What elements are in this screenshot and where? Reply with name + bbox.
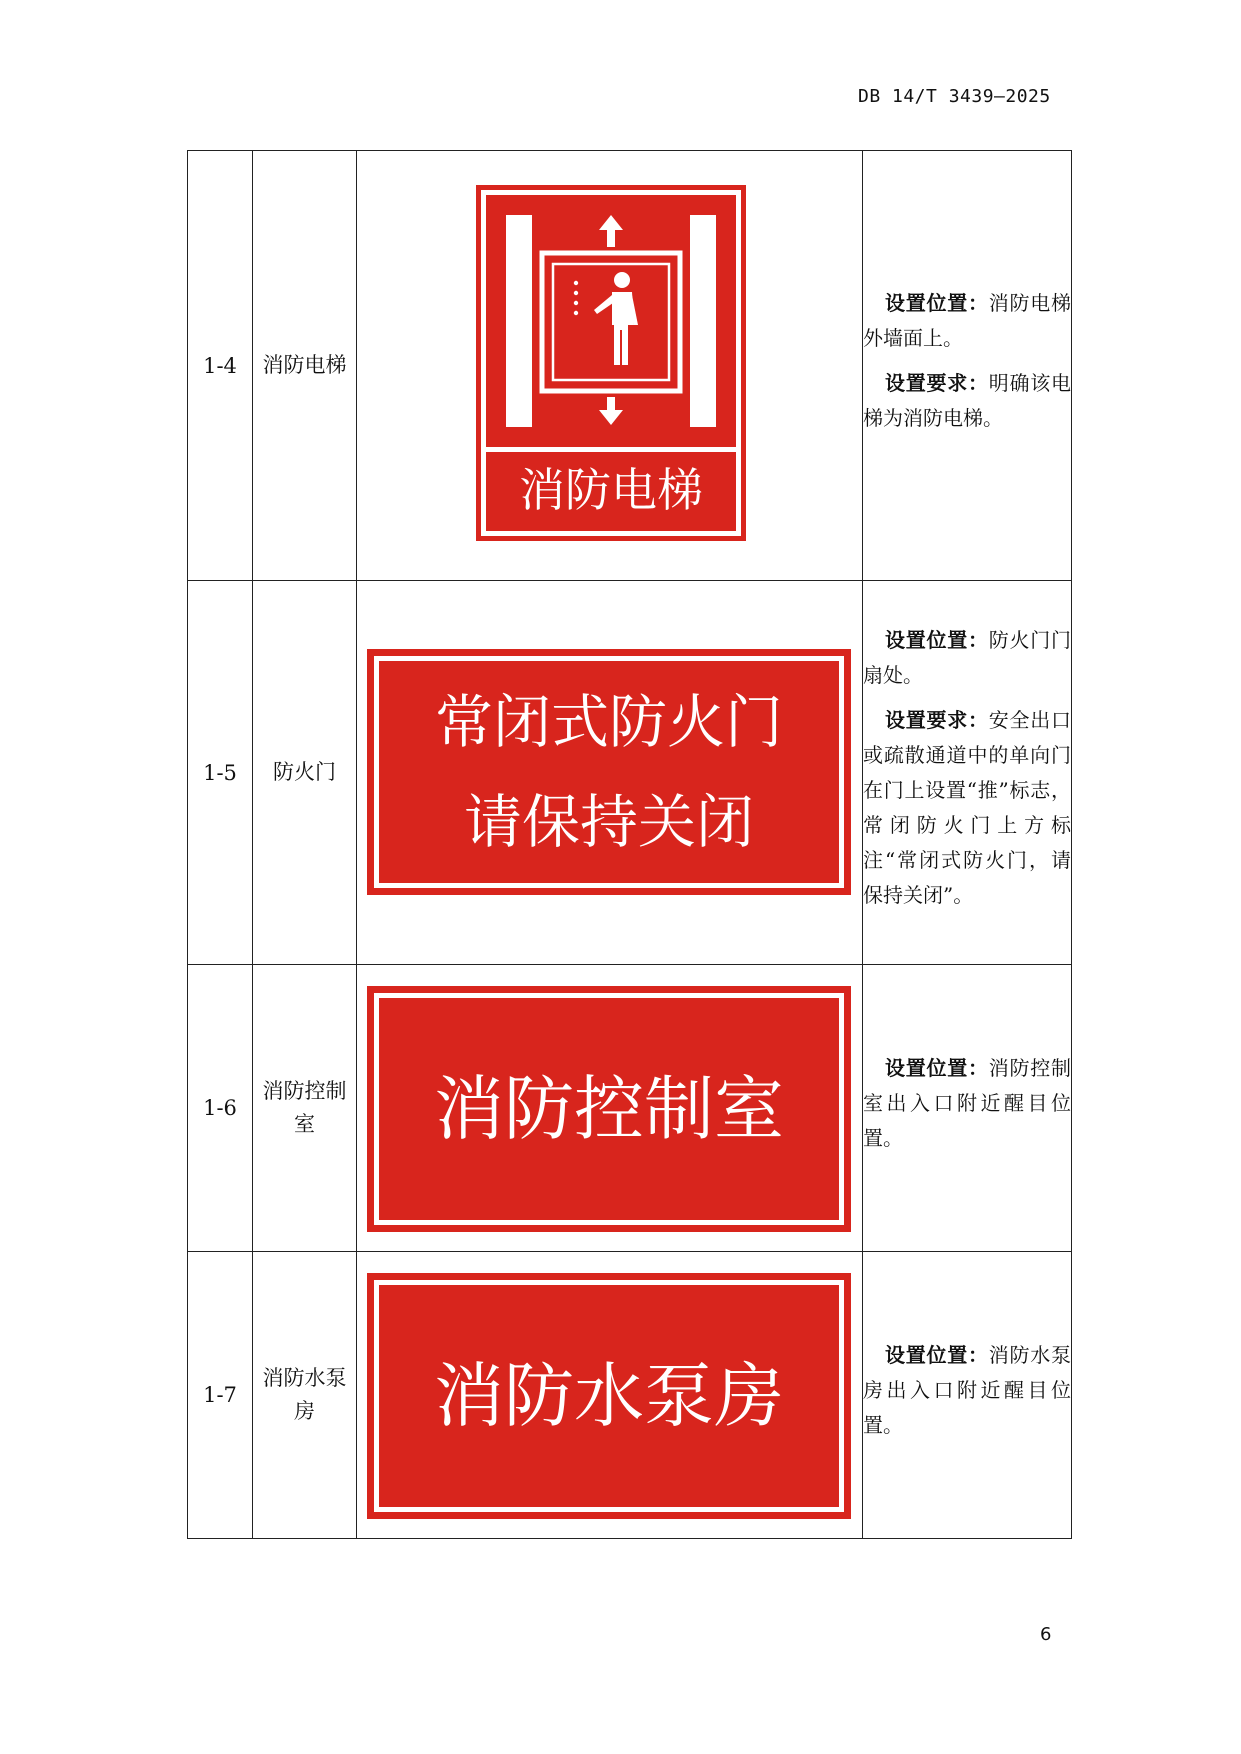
description-label: 设置位置： — [885, 1055, 989, 1080]
fire-control-room-sign — [367, 986, 851, 1232]
description-label: 设置要求： — [885, 370, 989, 395]
sign-name: 防火门 — [253, 581, 357, 965]
description-paragraph — [863, 623, 1071, 693]
description-text: 消防控制室出入口附近醒目位置。 — [863, 1055, 1071, 1150]
description-text: 防火门门扇处。 — [863, 627, 1071, 687]
description-text: 消防电梯外墙面上。 — [863, 290, 1071, 350]
description-paragraph — [863, 1338, 1071, 1443]
sign-label: 消防水泵房 — [434, 1355, 784, 1437]
description-label: 设置位置： — [885, 627, 989, 652]
sign-name: 消防水泵房 — [253, 1252, 357, 1539]
sign-label: 消防控制室 — [434, 1068, 784, 1150]
sign-label: 消防电梯 — [519, 463, 703, 517]
table-row — [188, 965, 1072, 1252]
description-paragraph — [863, 1051, 1071, 1156]
sign-label-line-2: 请保持关闭 — [463, 788, 754, 856]
sign-name: 消防电梯 — [253, 151, 357, 581]
description-cell — [863, 581, 1072, 965]
sign-image-cell — [357, 1252, 863, 1539]
sign-label-line-1: 常闭式防火门 — [434, 688, 783, 756]
description-cell — [863, 965, 1072, 1252]
document-code: DB 14/T 3439—2025 — [858, 86, 1051, 107]
fire-sign-table — [187, 150, 1072, 1539]
sign-image-cell — [357, 581, 863, 965]
fire-door-sign — [367, 649, 851, 895]
description-text: 明确该电梯为消防电梯。 — [863, 370, 1071, 430]
description-paragraph — [863, 366, 1071, 436]
table-row — [188, 581, 1072, 965]
fire-elevator-sign — [476, 185, 746, 541]
row-number: 1-6 — [188, 965, 253, 1252]
description-cell — [863, 1252, 1072, 1539]
sign-image-cell — [357, 965, 863, 1252]
sign-image-cell — [357, 151, 863, 581]
description-label: 设置位置： — [885, 1342, 989, 1367]
description-label: 设置要求： — [885, 707, 989, 732]
description-text: 安全出口或疏散通道中的单向门在门上设置“推”标志，常闭防火门上方标注“常闭式防火门，请保持关闭”。 — [863, 707, 1071, 907]
fire-pump-room-sign — [367, 1273, 851, 1519]
description-text: 消防水泵房出入口附近醒目位置。 — [863, 1342, 1071, 1437]
elevator-icon — [476, 185, 746, 455]
row-number: 1-7 — [188, 1252, 253, 1539]
description-label: 设置位置： — [885, 290, 989, 315]
table-row — [188, 1252, 1072, 1539]
description-paragraph — [863, 286, 1071, 356]
row-number: 1-4 — [188, 151, 253, 581]
description-cell — [863, 151, 1072, 581]
page-number: 6 — [1040, 1624, 1052, 1645]
description-paragraph — [863, 703, 1071, 913]
sign-name: 消防控制室 — [253, 965, 357, 1252]
table-row — [188, 151, 1072, 581]
row-number: 1-5 — [188, 581, 253, 965]
